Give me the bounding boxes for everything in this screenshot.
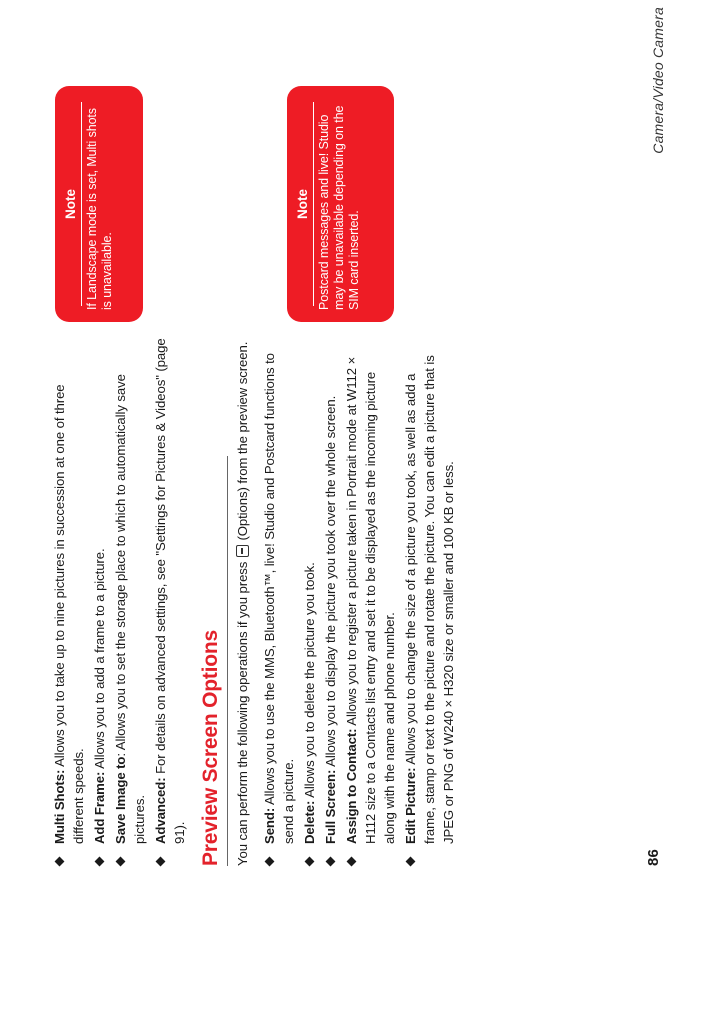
bullet-diamond-icon xyxy=(326,857,336,867)
list-item xyxy=(260,338,298,866)
bullet-diamond-icon xyxy=(156,857,166,867)
item-text: Allows you to take up to nine pictures in succession at one of three different speeds. xyxy=(52,384,86,844)
list-item xyxy=(300,338,319,866)
item-text: Allows you to change the size of a picture you took, as well as add a frame, stamp or text to the picture and rotate the picture. You can edit a picture that is JPEG or PNG of W240 × H320 size or smaller and 100 KB or less. xyxy=(403,355,456,844)
note-box-postcard xyxy=(287,86,394,322)
section-title: Camera/Video Camera xyxy=(650,7,666,154)
item-text: Allows you to use the MMS, Bluetooth™, live! Studio and Postcard functions to send a picture. xyxy=(262,353,296,844)
heading-divider xyxy=(227,456,228,866)
bullet-diamond-icon xyxy=(406,857,416,867)
camera-options-list xyxy=(50,338,189,866)
page-number: 86 xyxy=(645,848,662,866)
list-item xyxy=(342,338,399,866)
note-text: Postcard messages and live! Studio may be unavailable depending on the SIM card inserted. xyxy=(317,105,361,310)
item-term: Full Screen: xyxy=(323,769,338,844)
bullet-diamond-icon xyxy=(305,857,315,867)
note-title: Note xyxy=(63,102,82,306)
item-term: Edit Picture: xyxy=(403,767,418,844)
item-term: Assign to Contact: xyxy=(344,728,359,844)
list-item xyxy=(111,338,149,866)
bullet-diamond-icon xyxy=(347,857,357,867)
preview-options-list xyxy=(260,338,458,866)
intro-text-before: You can perform the following operations if you press xyxy=(235,558,250,866)
item-text: Allows you to delete the picture you took. xyxy=(302,562,317,801)
item-text: Allows you to register a picture taken in Portrait mode at W112 × H112 size to a Contacts list entry and set it to be displayed as the incoming picture along with the name and phone number. xyxy=(344,356,397,844)
bullet-diamond-icon xyxy=(55,857,65,867)
item-term: Advanced: xyxy=(153,777,168,844)
bullet-diamond-icon xyxy=(95,857,105,867)
note-box-landscape xyxy=(55,86,143,322)
item-term: Multi Shots: xyxy=(52,769,67,844)
item-text: For details on advanced settings, see "Settings for Pictures & Videos" (page 91). xyxy=(153,338,187,844)
list-item xyxy=(321,338,340,866)
note-title: Note xyxy=(295,102,314,306)
main-column xyxy=(50,338,460,866)
item-text: Allows you to display the picture you took over the whole screen. xyxy=(323,395,338,770)
note-text: If Landscape mode is set, Multi shots is unavailable. xyxy=(85,108,114,310)
item-term: Add Frame: xyxy=(92,771,107,844)
section-heading: Preview Screen Options xyxy=(199,629,222,866)
intro-text-after: (Options) from the preview screen. xyxy=(235,341,250,545)
item-term: Delete: xyxy=(302,800,317,844)
list-item xyxy=(401,338,458,866)
item-text: : Allows you to set the storage place to which to automatically save pictures. xyxy=(113,374,147,844)
bullet-diamond-icon xyxy=(265,857,275,867)
item-text: Allows you to add a frame to a picture. xyxy=(92,548,107,772)
bullet-diamond-icon xyxy=(116,857,126,867)
list-item xyxy=(151,338,189,866)
intro-paragraph xyxy=(233,338,252,866)
minus-softkey-icon xyxy=(236,545,249,557)
item-term: Send: xyxy=(262,807,277,844)
list-item xyxy=(50,338,88,866)
item-term: Save Image to xyxy=(113,756,128,844)
list-item xyxy=(90,338,109,866)
